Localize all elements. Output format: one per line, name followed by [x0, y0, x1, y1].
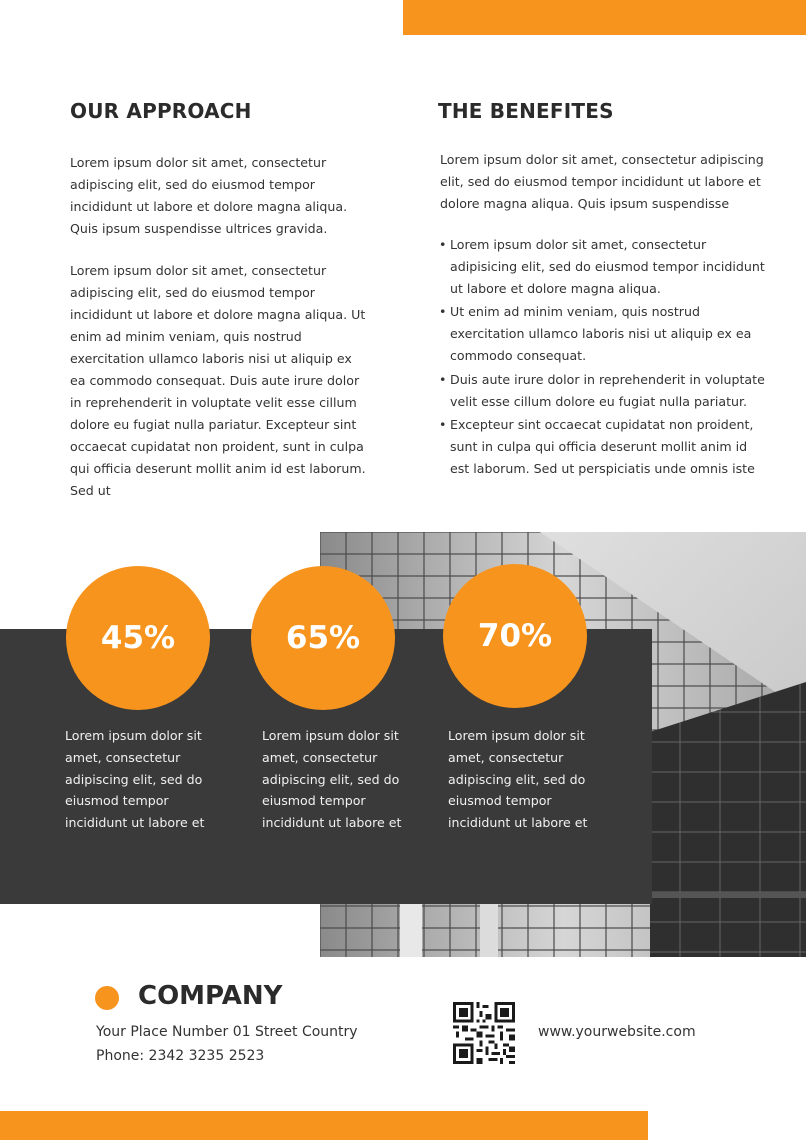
benefit-item [438, 234, 768, 300]
stat-description: Lorem ipsum dolor sit amet, consectetur adipiscing elit, sed do eiusmod tempor incididunt ut labore et [262, 728, 402, 831]
benefit-item-text: Excepteur sint occaecat cupidatat non proident, sunt in culpa qui officia deserunt mollit anim id est laborum. Sed ut perspiciatis unde omnis iste [450, 417, 755, 477]
stat-value: 65% [285, 620, 361, 656]
benefit-item [438, 414, 768, 480]
benefit-item-text: Duis aute irure dolor in reprehenderit in voluptate velit esse cillum dolore eu fugiat nulla pariatur. [450, 371, 765, 409]
benefit-item-text: Lorem ipsum dolor sit amet, consectetur adipisicing elit, sed do eiusmod tempor incididunt ut labore et dolore magna aliqua. [450, 237, 765, 296]
benefit-item [438, 301, 768, 367]
company-address: Your Place Number 01 Street Country [96, 1024, 358, 1040]
approach-paragraph-1: Lorem ipsum dolor sit amet, consectetur adipiscing elit, sed do eiusmod tempor incididunt ut labore et dolore magna aliqua. Quis ipsum suspendisse ultrices gravida. [70, 155, 348, 236]
stat-circle [443, 564, 587, 708]
benefit-item [438, 369, 768, 413]
approach-paragraph-2: Lorem ipsum dolor sit amet, consectetur adipiscing elit, sed do eiusmod tempor incididunt ut labore et dolore magna aliqua. Ut enim ad minim veniam, quis nostrud exercitation ullamco laboris nisi ut aliquip ex ea commodo consequat. Duis aute irure dolor in reprehenderit in voluptate velit esse cillum dolore eu fugiat nulla pariatur. Excepteur sint occaecat cupidatat non proident, sunt in culpa qui officia deserunt mollit anim id est laborum. Sed ut [70, 263, 366, 498]
bullet-icon: • [439, 237, 447, 252]
stat-circle [66, 566, 210, 710]
company-website-link[interactable]: www.yourwebsite.com [538, 1024, 696, 1040]
company-name: COMPANY [138, 981, 283, 1011]
bullet-icon: • [439, 417, 447, 433]
stat-value: 70% [477, 618, 553, 654]
benefits-intro: Lorem ipsum dolor sit amet, consectetur adipiscing elit, sed do eiusmod tempor incididunt ut labore et dolore magna aliqua. Quis ipsum suspendisse [440, 152, 764, 211]
company-phone: Phone: 2342 3235 2523 [96, 1048, 265, 1064]
stat-description: Lorem ipsum dolor sit amet, consectetur adipiscing elit, sed do eiusmod tempor incididunt ut labore et [65, 728, 205, 831]
top-accent-bar [403, 0, 806, 35]
approach-heading: OUR APPROACH [70, 99, 252, 123]
benefits-heading: THE BENEFITES [438, 99, 614, 123]
bullet-icon: • [439, 371, 447, 387]
bottom-accent-bar [0, 1111, 648, 1140]
benefits-list [438, 234, 768, 482]
stat-description: Lorem ipsum dolor sit amet, consectetur adipiscing elit, sed do eiusmod tempor incididunt ut labore et [448, 728, 588, 831]
qr-code-icon [453, 1002, 515, 1064]
benefit-item-text: Ut enim ad minim veniam, quis nostrud exercitation ullamco laboris nisi ut aliquip ex ea commodo consequat. [450, 304, 752, 364]
company-dot-icon [95, 986, 119, 1010]
stat-circle [251, 566, 395, 710]
stat-value: 45% [100, 620, 176, 656]
bullet-icon: • [439, 304, 447, 320]
